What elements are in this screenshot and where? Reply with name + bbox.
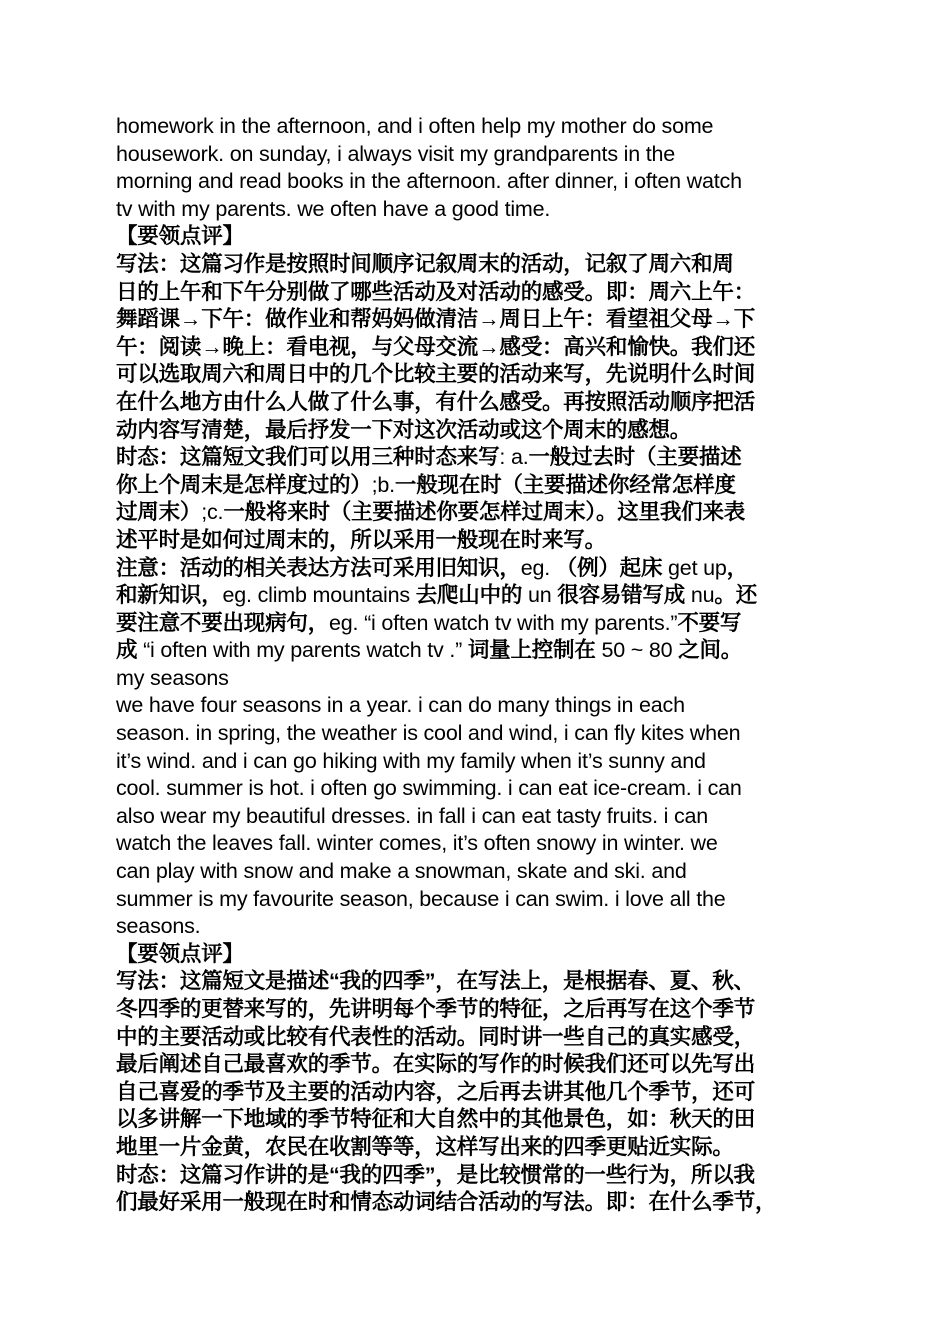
- text-segment: 50 ~ 80: [595, 638, 679, 663]
- text-segment: 最后阐述自己最喜欢的季节。在实际的写作的时候我们还可以先写出: [116, 1052, 756, 1077]
- text-line: [116, 941, 856, 969]
- text-segment: eg. climb mountains: [222, 583, 416, 608]
- text-segment: : a.: [499, 445, 529, 470]
- text-line: [116, 1162, 856, 1190]
- text-segment: （例）起床: [555, 555, 663, 580]
- text-segment: 写法：这篇短文是描述“我的四季”，在写法上，是根据春、夏、秋、: [116, 969, 755, 994]
- text-line: [116, 444, 856, 472]
- text-segment: 【要领点评】: [116, 941, 244, 966]
- text-segment: eg.: [520, 555, 556, 580]
- text-segment: 动内容写清楚，最后抒发一下对这次活动或这个周末的感想。: [116, 417, 692, 442]
- text-segment: 舞蹈课→下午：做作业和帮妈妈做清洁→周日上午：看望祖父母→下: [116, 307, 756, 332]
- text-segment: 词量上控制在: [467, 638, 596, 663]
- text-segment: 在什么地方由什么人做了什么事，有什么感受。再按照活动顺序把活: [116, 389, 756, 414]
- text-line: [116, 1079, 856, 1107]
- text-line: [116, 141, 856, 169]
- text-line: [116, 196, 856, 224]
- text-line: [116, 996, 856, 1024]
- text-segment: 过周末）: [116, 500, 202, 525]
- text-segment: 之间。: [678, 638, 743, 663]
- text-line: [116, 334, 856, 362]
- text-segment: season. in spring, the weather is cool and wind, i can fly kites when: [116, 721, 741, 746]
- text-segment: 以多讲解一下地域的季节特征和大自然中的其他景色，如：秋天的田: [116, 1107, 756, 1132]
- text-segment: 地里一片金黄，农民在收割等等，这样写出来的四季更贴近实际。: [116, 1134, 734, 1159]
- text-segment: summer is my favourite season, because i can swim. i love all the: [116, 886, 726, 911]
- text-segment: 可以选取周六和周日中的几个比较主要的活动来写，先说明什么时间: [116, 362, 756, 387]
- text-segment: morning and read books in the afternoon. after dinner, i often watch: [116, 169, 742, 194]
- text-line: [116, 417, 856, 445]
- text-segment: can play with snow and make a snowman, skate and ski. and: [116, 859, 687, 884]
- text-segment: ;b.: [371, 472, 395, 497]
- text-line: [116, 251, 856, 279]
- text-segment: watch the leaves fall. winter comes, it’s often snowy in winter. we: [116, 831, 718, 856]
- text-line: [116, 582, 856, 610]
- text-segment: eg. “i often watch tv with my parents.”: [329, 610, 678, 635]
- text-line: [116, 665, 856, 693]
- text-segment: 你上个周末是怎样度过的）: [116, 472, 372, 497]
- text-segment: get up: [662, 555, 727, 580]
- text-segment: seasons.: [116, 914, 201, 939]
- text-segment: tv with my parents. we often have a good time.: [116, 196, 551, 221]
- text-segment: “i often with my parents watch tv .”: [137, 638, 468, 663]
- text-segment: 时态：这篇习作讲的是“我的四季”，是比较惯常的一些行为，所以我: [116, 1162, 755, 1187]
- text-segment: 去爬山中的: [415, 583, 523, 608]
- text-line: [116, 1189, 856, 1217]
- text-segment: 日的上午和下午分别做了哪些活动及对活动的感受。即：周六上午：: [116, 279, 756, 304]
- text-segment: ，: [726, 555, 748, 580]
- text-segment: 【要领点评】: [116, 224, 244, 249]
- text-segment: 不要写: [677, 610, 742, 635]
- text-line: [116, 775, 856, 803]
- text-segment: un: [522, 583, 558, 608]
- text-line: [116, 361, 856, 389]
- text-line: [116, 279, 856, 307]
- text-segment: 写法：这篇习作是按照时间顺序记叙周末的活动，记叙了周六和周: [116, 251, 734, 276]
- text-segment: 要注意不要出现病句，: [116, 610, 330, 635]
- text-line: [116, 692, 856, 720]
- text-line: [116, 113, 856, 141]
- text-line: [116, 913, 856, 941]
- text-segment: 一般现在时（主要描述你经常怎样度: [394, 472, 736, 497]
- text-segment: nu: [685, 583, 715, 608]
- text-line: [116, 306, 856, 334]
- text-segment: 一般将来时（主要描述你要怎样过周末）。这里我们来表: [223, 500, 746, 525]
- text-segment: 成: [116, 638, 138, 663]
- text-line: [116, 1134, 856, 1162]
- text-segment: 自己喜爱的季节及主要的活动内容，之后再去讲其他几个季节，还可: [116, 1079, 756, 1104]
- text-line: [116, 886, 856, 914]
- text-line: [116, 389, 856, 417]
- text-line: [116, 527, 856, 555]
- text-line: [116, 472, 856, 500]
- text-segment: 很容易错写成: [557, 583, 686, 608]
- text-line: [116, 637, 856, 665]
- text-segment: 和新知识，: [116, 583, 223, 608]
- text-segment: it’s wind. and i can go hiking with my family when it’s sunny and: [116, 748, 706, 773]
- text-segment: 们最好采用一般现在时和情态动词结合活动的写法。即：在什么季节，: [116, 1190, 777, 1215]
- text-segment: homework in the afternoon, and i often help my mother do some: [116, 114, 714, 138]
- text-segment: we have four seasons in a year. i can do many things in each: [116, 693, 685, 718]
- text-line: [116, 1051, 856, 1079]
- text-line: [116, 720, 856, 748]
- text-segment: 述平时是如何过周末的，所以采用一般现在时来写。: [116, 527, 606, 552]
- text-segment: my seasons: [116, 665, 229, 690]
- text-line: [116, 968, 856, 996]
- text-line: [116, 555, 856, 583]
- text-line: [116, 748, 856, 776]
- text-segment: 时态：这篇短文我们可以用三种时态来写: [116, 445, 500, 470]
- text-line: [116, 803, 856, 831]
- text-line: [116, 610, 856, 638]
- text-segment: ;c.: [201, 500, 224, 525]
- text-segment: 中的主要活动或比较有代表性的活动。同时讲一些自己的真实感受，: [116, 1024, 756, 1049]
- text-segment: also wear my beautiful dresses. in fall i can eat tasty fruits. i can: [116, 803, 709, 828]
- text-segment: 午：阅读→晚上：看电视，与父母交流→感受：高兴和愉快。我们还: [116, 334, 756, 359]
- text-segment: 。还: [714, 583, 757, 608]
- text-segment: cool. summer is hot. i often go swimming. i can eat ice-cream. i can: [116, 776, 742, 801]
- text-line: [116, 1106, 856, 1134]
- text-line: [116, 830, 856, 858]
- text-segment: housework. on sunday, i always visit my grandparents in the: [116, 141, 676, 166]
- document-body: [116, 113, 856, 1217]
- text-line: [116, 858, 856, 886]
- text-segment: 注意：活动的相关表达方法可采用旧知识，: [116, 555, 521, 580]
- text-line: [116, 168, 856, 196]
- text-segment: 冬四季的更替来写的，先讲明每个季节的特征，之后再写在这个季节: [116, 997, 756, 1021]
- text-line: [116, 223, 856, 251]
- text-line: [116, 499, 856, 527]
- text-line: [116, 1024, 856, 1052]
- text-segment: 一般过去时（主要描述: [528, 445, 742, 470]
